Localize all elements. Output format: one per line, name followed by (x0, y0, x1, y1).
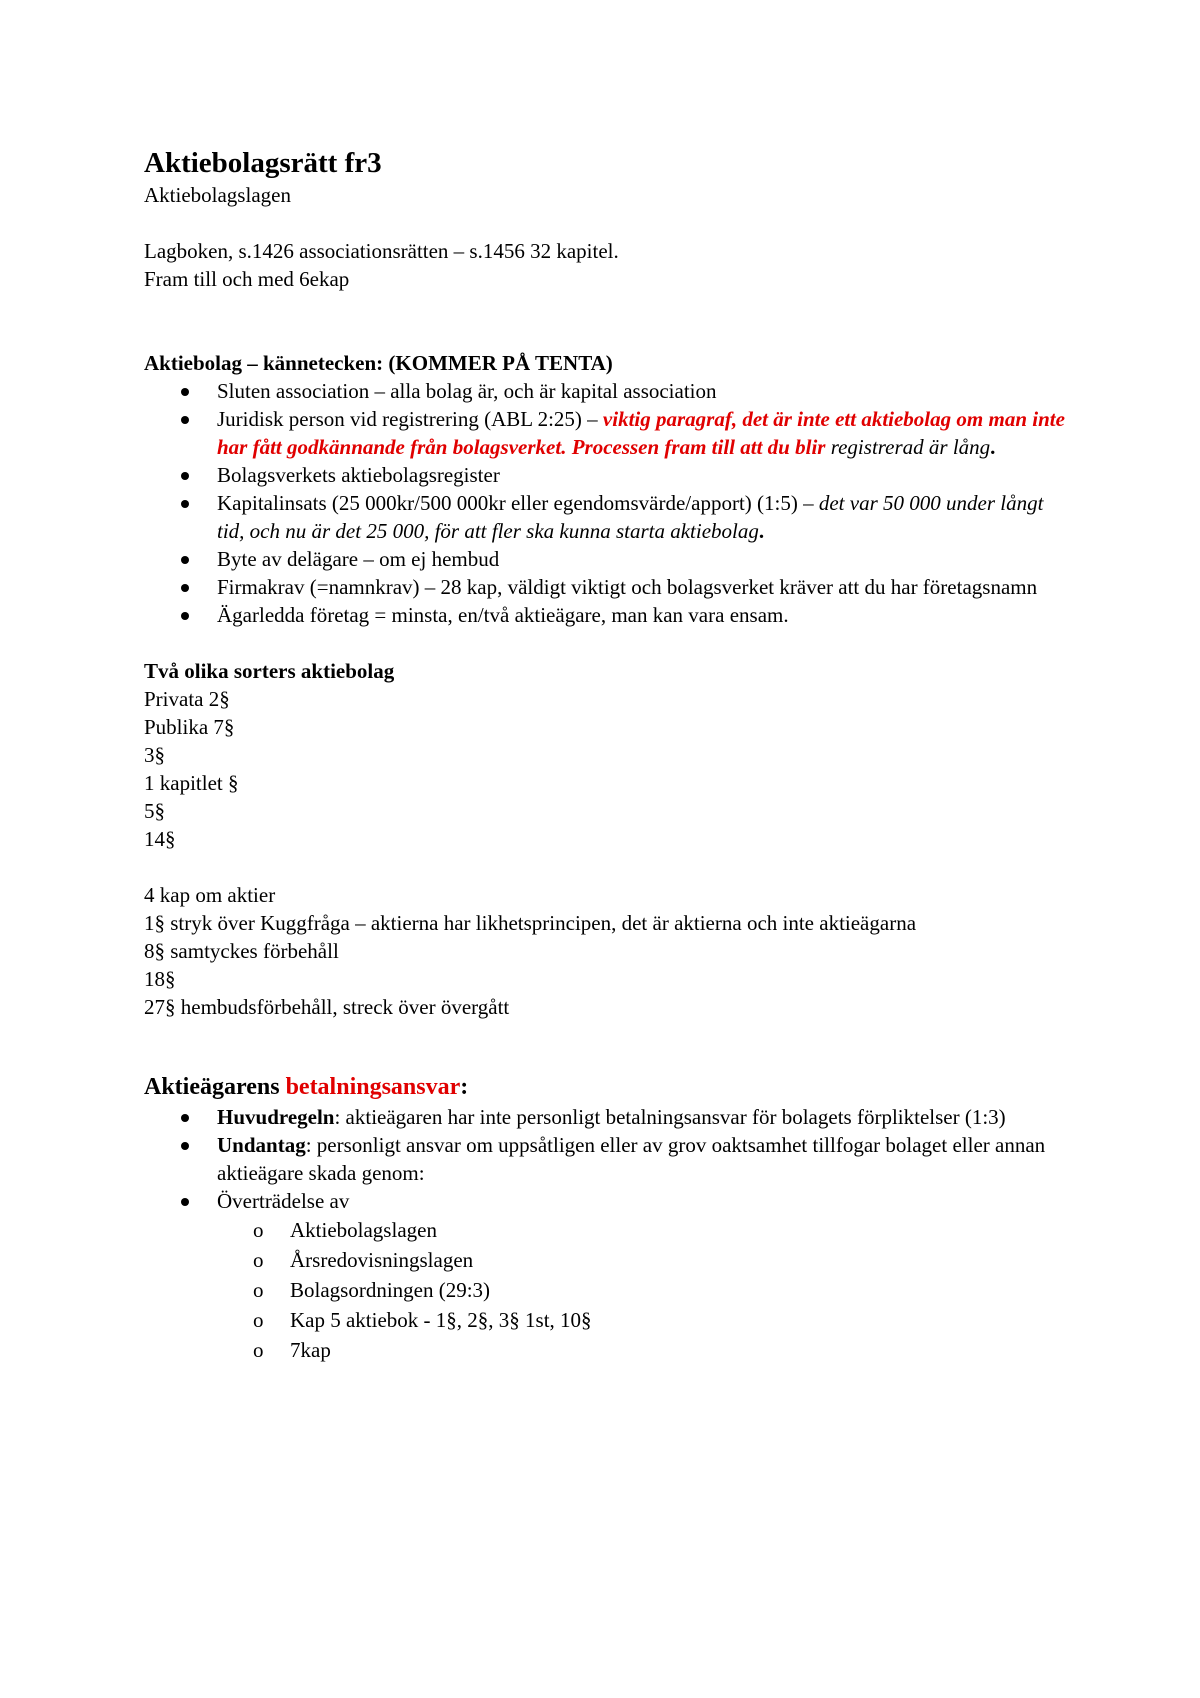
circle-bullet-icon: o (253, 1338, 264, 1362)
list-item: Juridisk person vid registrering (ABL 2:25) – viktig paragraf, det är inte ett aktiebolag om man inte har fått godkännande från bolagsverket. Processen fram till att du blir registrerad är lång. (144, 405, 1074, 461)
section-heading-betalningsansvar: Aktieägarens betalningsansvar: (144, 1074, 469, 1100)
italic-note: det var 50 000 under långt tid, och nu är det 25 000, för att fler ska kunna starta aktiebolag (217, 491, 1044, 543)
document-page (144, 145, 1074, 1365)
circle-bullet-icon: o (253, 1278, 264, 1302)
red-heading-word: betalningsansvar (285, 1074, 461, 1100)
sorter-line: Privata 2§ (144, 687, 230, 711)
aktier-line: 27§ hembudsförbehåll, streck över övergått (144, 995, 510, 1019)
bullet-icon (181, 1198, 189, 1206)
intro-line-1: Lagboken, s.1426 associationsrätten – s.1456 32 kapitel. (144, 239, 619, 263)
bullet-icon (181, 584, 189, 592)
aktier-line: 8§ samtyckes förbehåll (144, 939, 339, 963)
document-subtitle: Aktiebolagslagen (144, 183, 291, 207)
kannetecken-list (144, 377, 1074, 629)
bullet-icon (181, 556, 189, 564)
circle-bullet-icon: o (253, 1248, 264, 1272)
bullet-icon (181, 612, 189, 620)
document-title: Aktiebolagsrätt fr3 (144, 147, 382, 179)
bullet-icon (181, 388, 189, 396)
list-item: Kapitalinsats (25 000kr/500 000kr eller egendomsvärde/apport) (1:5) – det var 50 000 under långt tid, och nu är det 25 000, för att fler ska kunna starta aktiebolag. (144, 489, 1074, 545)
sorter-line: 5§ (144, 799, 165, 823)
bullet-icon (181, 1114, 189, 1122)
list-item: Ägarledda företag = minsta, en/två aktieägare, man kan vara ensam. (144, 601, 1074, 629)
list-item: Firmakrav (=namnkrav) – 28 kap, väldigt viktigt och bolagsverket kräver att du har företagsnamn (144, 573, 1074, 601)
aktier-line: 4 kap om aktier (144, 883, 276, 907)
list-item: Huvudregeln: aktieägaren har inte personligt betalningsansvar för bolagets förpliktelser (1:3) (144, 1103, 1074, 1131)
aktier-line: 1§ stryk över Kuggfråga – aktierna har likhetsprincipen, det är aktierna och inte aktieägarna (144, 911, 917, 935)
section-heading-sorter: Två olika sorters aktiebolag (144, 659, 395, 683)
bullet-icon (181, 500, 189, 508)
sub-list-item: o 7kap (144, 1335, 1074, 1365)
red-emphasis: viktig paragraf, det är inte ett aktiebolag om man inte har fått godkännande från bolagsverket. Processen fram till att du blir (217, 407, 1065, 459)
sorter-line: 14§ (144, 827, 176, 851)
list-item: Byte av delägare – om ej hembud (144, 545, 1074, 573)
list-item: Överträdelse av o Aktiebolagslagen o Årsredovisningslagen o Bolagsordningen (29:3) o Kap 5 aktiebok - 1§, 2§, 3§ 1st, 10§ o 7kap (144, 1187, 1074, 1365)
sub-list-item: o Aktiebolagslagen (144, 1215, 1074, 1245)
circle-bullet-icon: o (253, 1308, 264, 1332)
bullet-icon (181, 416, 189, 424)
sorter-line: Publika 7§ (144, 715, 235, 739)
list-item: Bolagsverkets aktiebolagsregister (144, 461, 1074, 489)
betalningsansvar-list (144, 1103, 1074, 1365)
section-heading-kannetecken: Aktiebolag – kännetecken: (KOMMER PÅ TENTA) (144, 351, 613, 375)
sub-list-item: o Bolagsordningen (29:3) (144, 1275, 1074, 1305)
sorter-line: 1 kapitlet § (144, 771, 239, 795)
sub-list-item: o Kap 5 aktiebok - 1§, 2§, 3§ 1st, 10§ (144, 1305, 1074, 1335)
sorter-line: 3§ (144, 743, 165, 767)
sub-list-item: o Årsredovisningslagen (144, 1245, 1074, 1275)
circle-bullet-icon: o (253, 1218, 264, 1242)
bullet-icon (181, 1142, 189, 1150)
bullet-icon (181, 472, 189, 480)
sub-list (144, 1215, 1074, 1365)
intro-line-2: Fram till och med 6ekap (144, 267, 350, 291)
list-item: Undantag: personligt ansvar om uppsåtligen eller av grov oaktsamhet tillfogar bolaget eller annan aktieägare skada genom: (144, 1131, 1074, 1187)
list-item: Sluten association – alla bolag är, och är kapital association (144, 377, 1074, 405)
aktier-line: 18§ (144, 967, 176, 991)
